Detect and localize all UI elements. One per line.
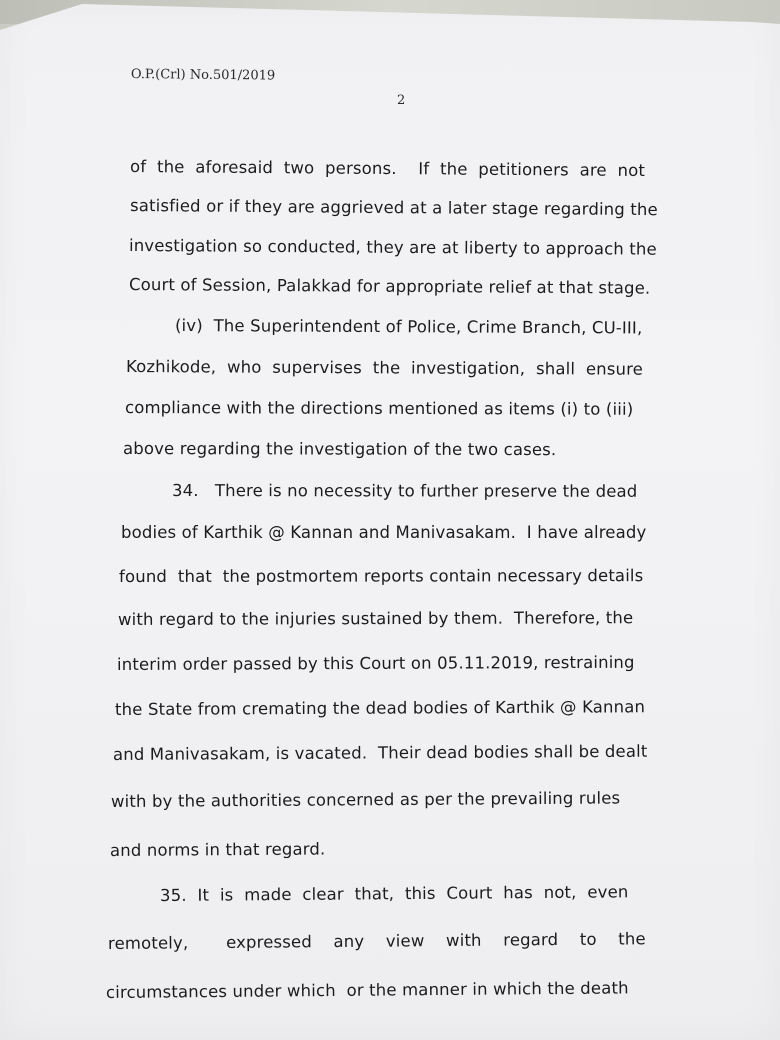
text-line: circumstances under which or the manner in which the death [105, 978, 629, 1002]
text-line: Kozhikode, who supervises the investigation, shall ensure [125, 357, 644, 379]
text-line: interim order passed by this Court on 05.11.2019, restraining [116, 652, 635, 674]
case-number-header: O.P.(Crl) No.501/2019 [130, 67, 276, 84]
text-line: and Manivasakam, is vacated. Their dead bodies shall be dealt [112, 741, 648, 764]
text-line: of the aforesaid two persons. If the petitioners are not [129, 157, 646, 181]
text-line: 34. There is no necessity to further preserve the dead [171, 481, 638, 501]
text-line: investigation so conducted, they are at liberty to approach the [128, 236, 657, 259]
text-line: remotely, expressed any view with regard to the [107, 929, 646, 953]
text-line: found that the postmortem reports contain necessary details [118, 566, 644, 586]
page-number: 2 [397, 93, 406, 108]
text-line: and norms in that regard. [109, 839, 326, 860]
text-line: 35. It is made clear that, this Court has not, even [159, 882, 629, 905]
text-line: (iv) The Superintendent of Police, Crime Branch, CU-III, [174, 316, 643, 338]
text-line: with by the authorities concerned as per the prevailing rules [110, 788, 621, 811]
text-line: Court of Session, Palakkad for appropriate relief at that stage. [128, 275, 651, 298]
text-line: bodies of Karthik @ Kannan and Manivasakam. I have already [121, 523, 647, 542]
text-line: with regard to the injuries sustained by them. Therefore, the [117, 608, 634, 629]
text-line: compliance with the directions mentioned as items (i) to (iii) [124, 398, 634, 419]
text-line: satisfied or if they are aggrieved at a later stage regarding the [129, 196, 658, 220]
text-line: the State from cremating the dead bodies of Karthik @ Kannan [114, 697, 646, 719]
text-line: above regarding the investigation of the two cases. [122, 439, 557, 460]
